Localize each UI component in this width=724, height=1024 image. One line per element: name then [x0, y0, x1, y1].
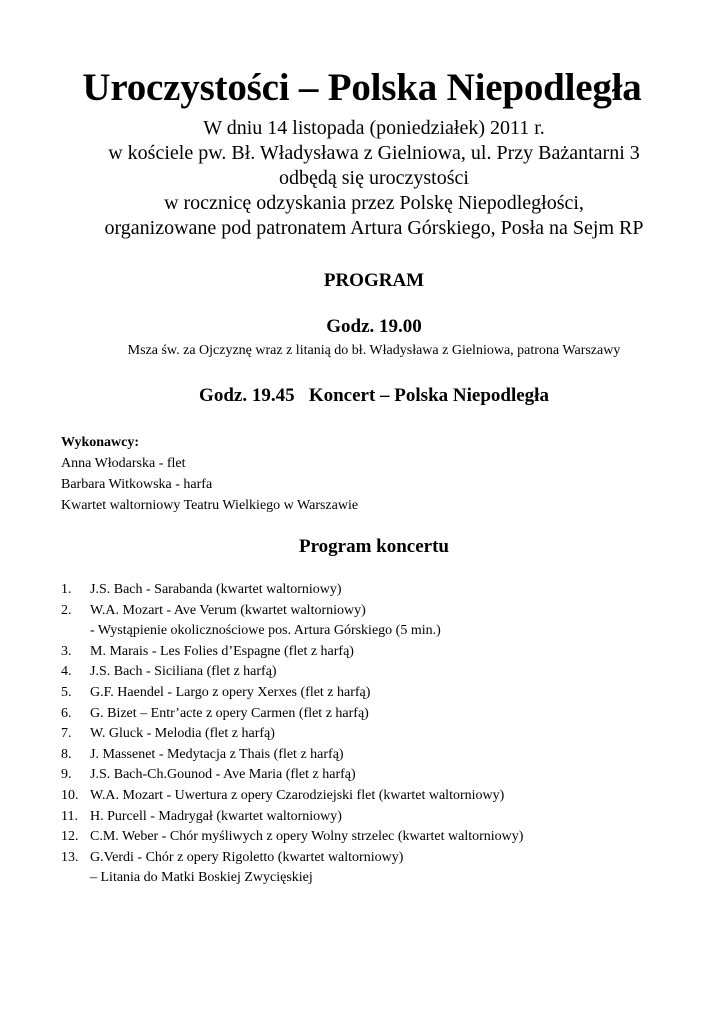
list-item-text: J.S. Bach - Siciliana (flet z harfą) [90, 664, 277, 680]
list-item [61, 827, 523, 848]
list-item-text: - Wystąpienie okolicznościowe pos. Artura Górskiego (5 min.) [90, 623, 441, 639]
concert-program-heading: Program koncertu [298, 536, 450, 557]
list-item [61, 724, 523, 745]
intro-line: W dniu 14 listopada (poniedziałek) 2011 r. [203, 117, 545, 139]
list-item [61, 868, 523, 889]
performer-item: Kwartet waltorniowy Teatru Wielkiego w Warszawie [61, 498, 359, 513]
intro-line: w rocznicę odzyskania przez Polskę Niepodległości, [164, 192, 584, 214]
list-item-number: 3. [61, 643, 72, 659]
performer-item: Anna Włodarska - flet [61, 456, 186, 471]
list-item-number: 10. [61, 787, 79, 803]
list-item-number [61, 868, 90, 889]
list-item [61, 683, 523, 704]
list-item-text: W.A. Mozart - Ave Verum (kwartet waltorniowy) [90, 602, 366, 618]
performer-item: Barbara Witkowska - harfa [61, 477, 213, 492]
document-title: Uroczystości – Polska Niepodległa [82, 66, 642, 109]
list-item-text: J. Massenet - Medytacja z Thais (flet z harfą) [90, 746, 344, 762]
list-item [61, 786, 523, 807]
list-item [61, 765, 523, 786]
performers-section [61, 432, 358, 516]
list-item-text: M. Marais - Les Folies d’Espagne (flet z harfą) [90, 643, 354, 659]
list-item-number: 11. [61, 808, 78, 824]
intro-paragraph [0, 116, 724, 241]
concert-program-list [61, 580, 523, 889]
list-item-text: G.Verdi - Chór z opery Rigoletto (kwartet waltorniowy) [90, 849, 404, 865]
list-item-text: C.M. Weber - Chór myśliwych z opery Wolny strzelec (kwartet waltorniowy) [90, 829, 524, 845]
list-item [61, 704, 523, 725]
list-item-text: W.A. Mozart - Uwertura z opery Czarodziejski flet (kwartet waltorniowy) [90, 787, 505, 803]
list-item [61, 807, 523, 828]
list-item-number: 8. [61, 746, 72, 762]
list-item-number: 6. [61, 705, 72, 721]
list-item-text: J.S. Bach - Sarabanda (kwartet waltorniowy) [90, 582, 342, 597]
list-item [61, 745, 523, 766]
list-item-text: H. Purcell - Madrygał (kwartet waltorniowy) [90, 808, 342, 824]
performers-label: Wykonawcy: [61, 435, 140, 450]
list-item [61, 580, 523, 601]
mass-time-heading: Godz. 19.00 [326, 316, 422, 337]
list-item-text: W. Gluck - Melodia (flet z harfą) [90, 726, 275, 742]
list-item-text: J.S. Bach-Ch.Gounod - Ave Maria (flet z harfą) [90, 767, 356, 783]
list-item-text: – Litania do Matki Boskiej Zwycięskiej [90, 870, 313, 886]
list-item-number: 12. [61, 829, 79, 845]
list-item-number: 7. [61, 726, 72, 742]
intro-line: organizowane pod patronatem Artura Górskiego, Posła na Sejm RP [104, 217, 644, 239]
list-item [61, 848, 523, 869]
intro-line: odbędą się uroczystości [279, 167, 469, 189]
list-item-number: 2. [61, 602, 72, 618]
list-item-number: 1. [61, 582, 72, 597]
mass-description: Msza św. za Ojczyznę wraz z litanią do bł. Władysława z Gielniowa, patrona Warszawy [127, 343, 621, 358]
list-item-text: G.F. Haendel - Largo z opery Xerxes (flet z harfą) [90, 684, 371, 700]
list-item-number: 4. [61, 664, 72, 680]
list-item-number: 9. [61, 767, 72, 783]
list-item [61, 662, 523, 683]
list-item-number [61, 621, 90, 642]
list-item-number: 13. [61, 849, 79, 865]
concert-time-heading: Godz. 19.45 Koncert – Polska Niepodległa [199, 385, 549, 406]
list-item-text: G. Bizet – Entr’acte z opery Carmen (flet z harfą) [90, 705, 369, 721]
list-item-number: 5. [61, 684, 72, 700]
program-heading: PROGRAM [323, 270, 425, 291]
intro-line: w kościele pw. Bł. Władysława z Gielniowa, ul. Przy Bażantarni 3 [108, 142, 640, 164]
list-item [61, 621, 523, 642]
list-item [61, 601, 523, 622]
list-item [61, 642, 523, 663]
